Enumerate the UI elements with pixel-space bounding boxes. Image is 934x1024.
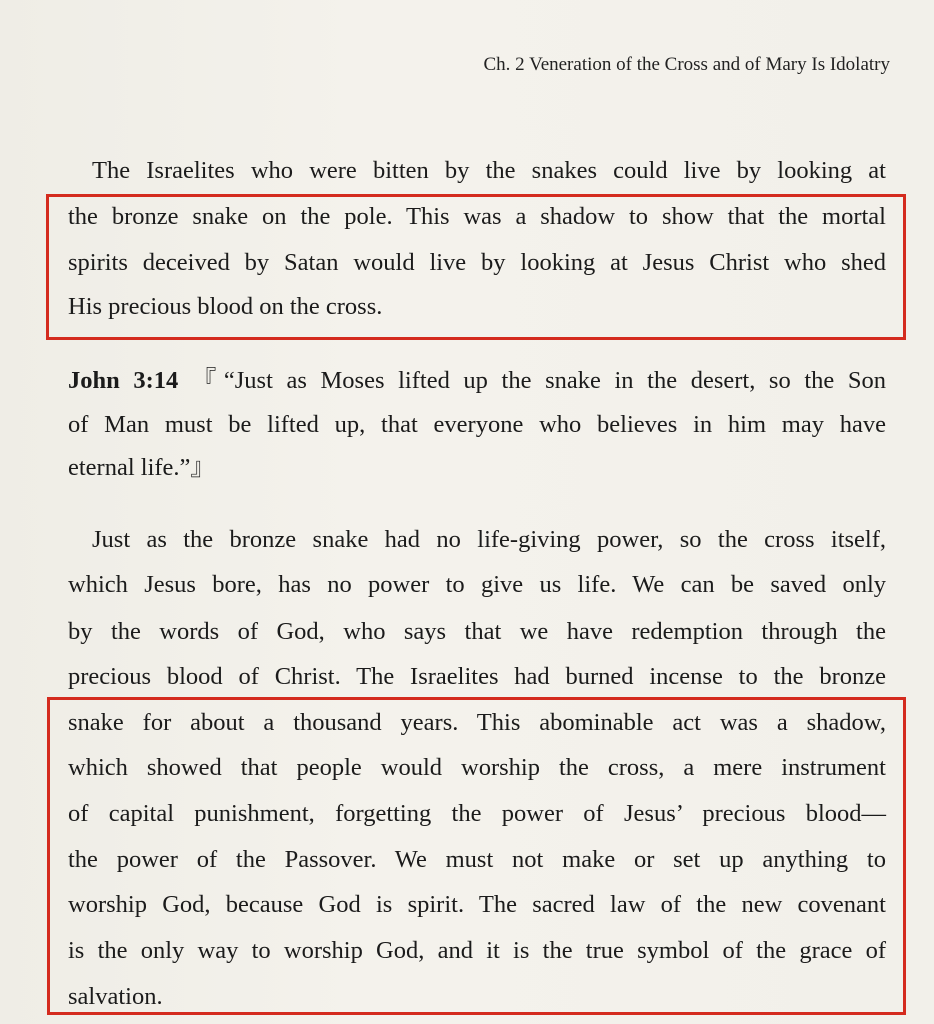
paragraph2-line-5: snake for about a thousand years. This abominable act was a shadow, [68,709,886,736]
paragraph1-line-4: His precious blood on the cross. [68,293,383,320]
paragraph2-line-6: which showed that people would worship the cross, a mere instrument [68,754,886,781]
paragraph1-line-1: The Israelites who were bitten by the snakes could live by looking at [92,157,886,184]
paragraph2-line-1: Just as the bronze snake had no life-giving power, so the cross itself, [92,526,886,553]
highlight-box-worship-passage [47,697,906,1015]
paragraph2-line-9: worship God, because God is spirit. The sacred law of the new covenant [68,891,886,918]
paragraph2-line-8: the power of the Passover. We must not make or set up anything to [68,846,886,873]
paragraph2-line-7: of capital punishment, forgetting the power of Jesus’ precious blood— [68,800,886,827]
verse-line-2: of Man must be lifted up, that everyone who believes in him may have [68,411,886,438]
verse-line-1 [68,366,886,396]
verse-text-1: 『“Just as Moses lifted up the snake in the desert, so the Son [191,367,887,394]
paragraph2-line-11: salvation. [68,983,163,1010]
paragraph2-line-10: is the only way to worship God, and it is the true symbol of the grace of [68,937,886,964]
paragraph1-line-3: spirits deceived by Satan would live by looking at Jesus Christ who shed [68,249,886,276]
paragraph1-line-2: the bronze snake on the pole. This was a shadow to show that the mortal [68,203,886,230]
paragraph2-line-2: which Jesus bore, has no power to give us life. We can be saved only [68,571,886,598]
verse-line-3: eternal life.”』 [68,454,215,481]
paragraph2-line-4: precious blood of Christ. The Israelites had burned incense to the bronze [68,663,886,690]
verse-reference: John 3:14 [68,367,179,394]
running-header: Ch. 2 Veneration of the Cross and of Mary Is Idolatry [483,54,890,75]
highlight-box-shadow-passage [46,194,906,340]
paragraph2-line-3: by the words of God, who says that we have redemption through the [68,618,886,645]
